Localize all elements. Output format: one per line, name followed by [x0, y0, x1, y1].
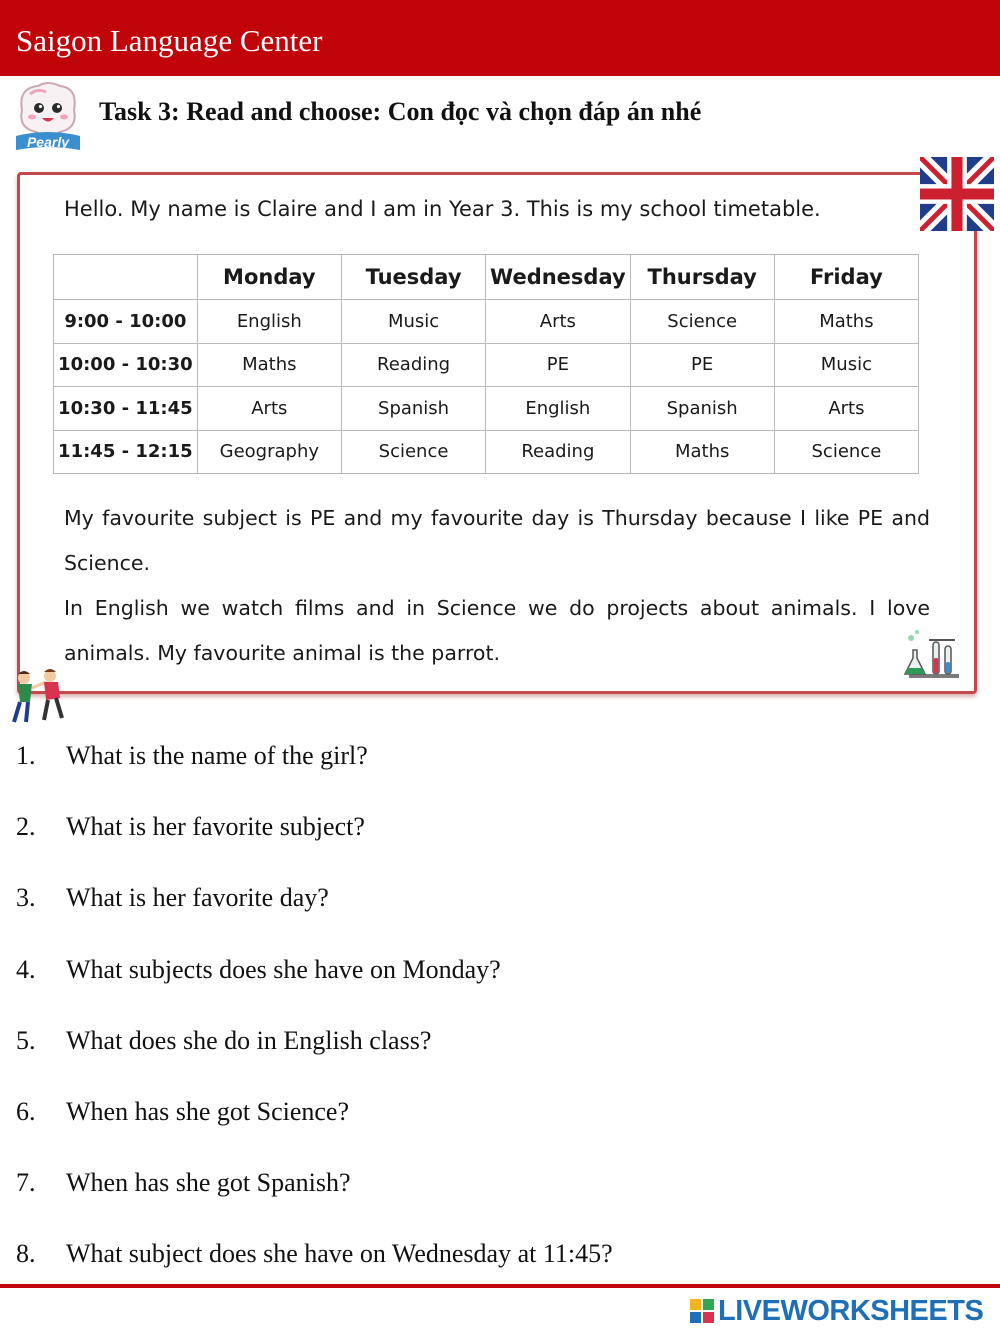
subject-cell: PE	[486, 343, 630, 387]
reading-paragraph-2: In English we watch films and in Science we do projects about animals. I love animals. My favourite animal is the parrot.	[64, 596, 930, 665]
liveworksheets-logo[interactable]	[690, 1294, 983, 1328]
subject-cell: Music	[341, 300, 485, 344]
subject-cell: Science	[774, 430, 918, 474]
subject-cell: Maths	[197, 343, 341, 387]
timetable-corner-cell	[54, 255, 198, 300]
question-number: 3.	[16, 883, 36, 913]
list-item	[0, 1094, 1000, 1165]
subject-cell: English	[486, 387, 630, 431]
question-text: When has she got Science?	[66, 1096, 350, 1126]
pearly-mascot-icon	[8, 80, 88, 152]
day-header-tuesday: Tuesday	[341, 255, 485, 300]
question-number: 4.	[16, 954, 36, 984]
liveworksheets-logo-icon	[690, 1299, 714, 1323]
table-row	[54, 300, 919, 344]
list-item	[0, 1023, 1000, 1094]
list-item	[0, 738, 1000, 809]
subject-cell: Spanish	[630, 387, 774, 431]
time-cell: 10:30 - 11:45	[54, 387, 198, 431]
subject-cell: Spanish	[341, 387, 485, 431]
subject-cell: Geography	[197, 430, 341, 474]
question-list	[0, 738, 1000, 1308]
list-item	[0, 1165, 1000, 1236]
question-text: When has she got Spanish?	[66, 1168, 351, 1198]
question-number: 2.	[16, 812, 36, 842]
list-item	[0, 809, 1000, 880]
time-cell: 11:45 - 12:15	[54, 430, 198, 474]
subject-cell: Maths	[774, 300, 918, 344]
reading-paragraph-1: My favourite subject is PE and my favourite day is Thursday because I like PE and Science.	[64, 506, 930, 575]
question-text: What subjects does she have on Monday?	[66, 954, 501, 984]
header-title: Saigon Language Center	[16, 23, 323, 58]
subject-cell: Science	[630, 300, 774, 344]
question-number: 7.	[16, 1168, 36, 1198]
subject-cell: Science	[341, 430, 485, 474]
subject-cell: Reading	[486, 430, 630, 474]
subject-cell: Arts	[774, 387, 918, 431]
science-lab-icon	[903, 628, 963, 680]
time-cell: 9:00 - 10:00	[54, 300, 198, 344]
question-text: What is her favorite day?	[66, 883, 329, 913]
list-item	[0, 952, 1000, 1023]
question-text: What does she do in English class?	[66, 1025, 432, 1055]
time-cell: 10:00 - 10:30	[54, 343, 198, 387]
table-row	[54, 387, 919, 431]
question-text: What is the name of the girl?	[66, 741, 368, 770]
day-header-monday: Monday	[197, 255, 341, 300]
day-header-friday: Friday	[774, 255, 918, 300]
footer-divider	[0, 1284, 1000, 1288]
task-heading: Task 3: Read and choose: Con đọc và chọn đáp án nhé	[99, 97, 702, 126]
subject-cell: Reading	[341, 343, 485, 387]
subject-cell: PE	[630, 343, 774, 387]
table-row	[54, 430, 919, 474]
timetable-header-row	[54, 255, 919, 300]
question-text: What is her favorite subject?	[66, 812, 365, 842]
svg-text:Pearly: Pearly	[26, 134, 70, 150]
question-text: What subject does she have on Wednesday at 11:45?	[66, 1239, 613, 1269]
subject-cell: Maths	[630, 430, 774, 474]
uk-flag-icon	[920, 157, 994, 231]
subject-cell: Arts	[197, 387, 341, 431]
header-bar	[0, 0, 1000, 76]
subject-cell: Arts	[486, 300, 630, 344]
liveworksheets-brand-text: LIVEWORKSHEETS	[718, 1294, 984, 1327]
day-header-thursday: Thursday	[630, 255, 774, 300]
question-number: 5.	[16, 1025, 36, 1055]
subject-cell: Music	[774, 343, 918, 387]
children-playing-icon	[6, 664, 70, 724]
timetable	[53, 254, 919, 474]
question-number: 8.	[16, 1239, 36, 1269]
list-item	[0, 880, 1000, 951]
day-header-wednesday: Wednesday	[486, 255, 630, 300]
table-row	[54, 343, 919, 387]
question-number: 1.	[16, 741, 36, 770]
intro-text: Hello. My name is Claire and I am in Year 3. This is my school timetable.	[64, 197, 821, 221]
subject-cell: English	[197, 300, 341, 344]
question-number: 6.	[16, 1096, 36, 1126]
